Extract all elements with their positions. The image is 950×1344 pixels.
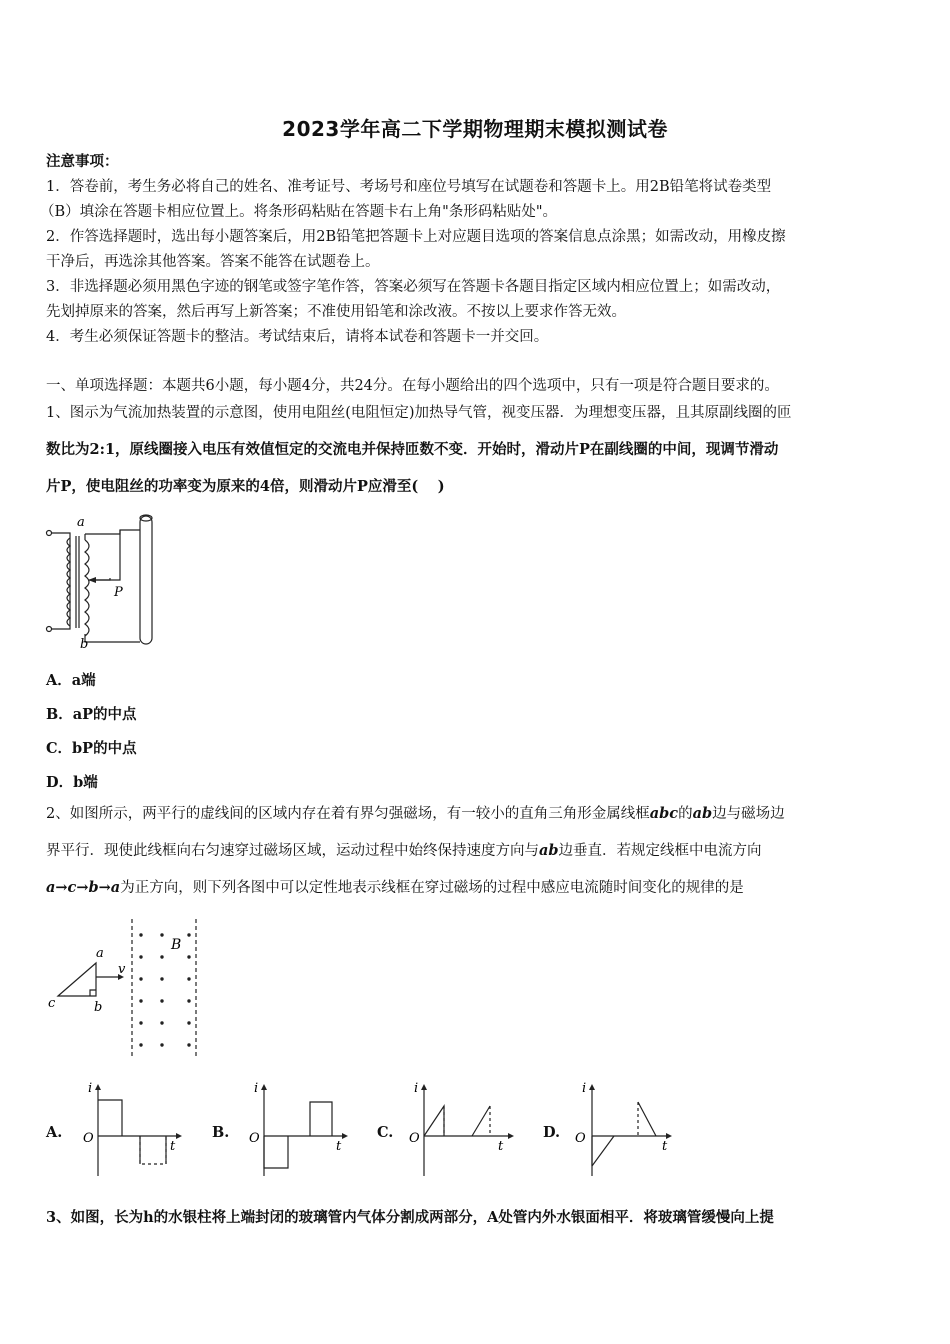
magnetic-field-figure: [44, 915, 214, 1065]
graph-a: [76, 1080, 186, 1180]
svg-text:t: t: [498, 1139, 504, 1154]
question-3-text: 3、如图，长为h的水银柱将上端封闭的玻璃管内气体分割成两部分，A处管内外水银面相平．将玻璃管缓慢向上提: [46, 1209, 774, 1226]
question-1-text: 1、图示为气流加热装置的示意图，使用电阻丝(电阻恒定)加热导气管，视变压器．为理想变压器，且其原副线圈的匝: [46, 405, 792, 421]
q1-option-c[interactable]: C．bP的中点: [46, 740, 137, 757]
label-b: b: [94, 1000, 103, 1015]
svg-text:O: O: [409, 1131, 420, 1146]
label-c: c: [48, 996, 56, 1011]
q2-option-b[interactable]: B.: [212, 1124, 230, 1141]
notice-line: 4．考生必须保证答题卡的整洁。考试结束后，请将本试卷和答题卡一并交回。: [46, 329, 549, 345]
svg-text:t: t: [336, 1139, 342, 1154]
question-2-text: [46, 804, 916, 824]
q2-text: 的: [678, 806, 693, 822]
graph-a-trace: [98, 1100, 122, 1136]
notice-heading: 注意事项：: [46, 153, 119, 170]
question-1-text: 片P，使电阻丝的功率变为原来的4倍，则滑动片P应滑至( ): [46, 478, 445, 495]
q2-text: 界平行．现使此线框向右匀速穿过磁场区域，运动过程中始终保持速度方向与: [46, 843, 539, 859]
q1-option-b[interactable]: B．aP的中点: [46, 706, 137, 723]
q2-option-c[interactable]: C.: [377, 1124, 394, 1141]
field-dots: [139, 933, 190, 1046]
terminal-top: [47, 531, 52, 536]
notice-line: 1．答卷前，考生务必将自己的姓名、准考证号、考场号和座位号填写在试题卷和答题卡上。用2B铅笔将试卷类型: [46, 179, 772, 195]
svg-text:i: i: [414, 1081, 419, 1096]
svg-text:O: O: [249, 1131, 260, 1146]
svg-text:O: O: [83, 1131, 94, 1146]
notice-line: 2．作答选择题时，选出每小题答案后，用2B铅笔把答题卡上对应题目选项的答案信息点涂黑；如需改动，用橡皮擦: [46, 229, 786, 245]
svg-text:i: i: [254, 1081, 259, 1096]
q2-path: a→c→b→a: [46, 879, 121, 896]
notice-line: 3．非选择题必须用黑色字迹的钢笔或签字笔作答，答案必须写在答题卡各题目指定区域内相应位置上；如需改动，: [46, 279, 781, 295]
q2-ab: ab: [692, 805, 713, 822]
label-v: v: [118, 962, 126, 977]
graph-b-trace: [264, 1136, 288, 1168]
graph-d: [570, 1080, 680, 1180]
label-B: B: [171, 937, 182, 953]
q1-option-a[interactable]: A．a端: [46, 672, 96, 689]
svg-text:O: O: [575, 1131, 586, 1146]
label-b: b: [80, 637, 89, 652]
svg-text:i: i: [88, 1081, 93, 1096]
question-2-text: [46, 878, 916, 898]
question-1-text: 数比为2:1，原线圈接入电压有效值恒定的交流电并保持匝数不变．开始时，滑动片P在副线圈的中间，现调节滑动: [46, 441, 779, 458]
graph-c: [402, 1080, 522, 1180]
svg-text:t: t: [662, 1139, 668, 1154]
svg-text:t: t: [170, 1139, 176, 1154]
page-title: 2023学年高二下学期物理期末模拟测试卷: [282, 117, 668, 141]
graph-b: [242, 1080, 352, 1180]
graph-c-trace: [424, 1106, 444, 1136]
notice-line: 干净后，再选涂其他答案。答案不能答在试题卷上。: [46, 254, 380, 270]
label-a: a: [77, 515, 85, 530]
q2-text: 2、如图所示，两平行的虚线间的区域内存在着有界匀强磁场，有一较小的直角三角形金属线框: [46, 806, 650, 822]
q2-option-d[interactable]: D.: [543, 1124, 561, 1141]
q2-text: 边与磁场边: [712, 806, 785, 822]
graph-d-trace: [592, 1136, 614, 1166]
secondary-coil: [85, 540, 89, 636]
q2-text: 为正方向，则下列各图中可以定性地表示线框在穿过磁场的过程中感应电流随时间变化的规律的是: [120, 880, 744, 896]
svg-text:i: i: [582, 1081, 587, 1096]
q2-ab: ab: [539, 842, 559, 859]
notice-line: （B）填涂在答题卡相应位置上。将条形码粘贴在答题卡右上角"条形码粘贴处"。: [40, 204, 557, 220]
terminal-bottom: [47, 627, 52, 632]
question-2-text: [46, 841, 916, 861]
notice-line: 先划掉原来的答案，然后再写上新答案；不准使用铅笔和涂改液。不按以上要求作答无效。: [46, 304, 626, 320]
heating-tube: [140, 516, 152, 644]
q2-text: 边垂直．若规定线框中电流方向: [558, 843, 762, 859]
q1-option-d[interactable]: D．b端: [46, 774, 98, 791]
q2-option-a[interactable]: A.: [46, 1124, 63, 1141]
label-p: P: [114, 585, 123, 600]
q2-abc: abc: [649, 805, 679, 822]
label-a: a: [96, 946, 104, 961]
transformer-figure: [40, 508, 170, 654]
section-heading: 一、单项选择题：本题共6小题，每小题4分，共24分。在每小题给出的四个选项中，只有一项是符合题目要求的。: [46, 378, 779, 394]
